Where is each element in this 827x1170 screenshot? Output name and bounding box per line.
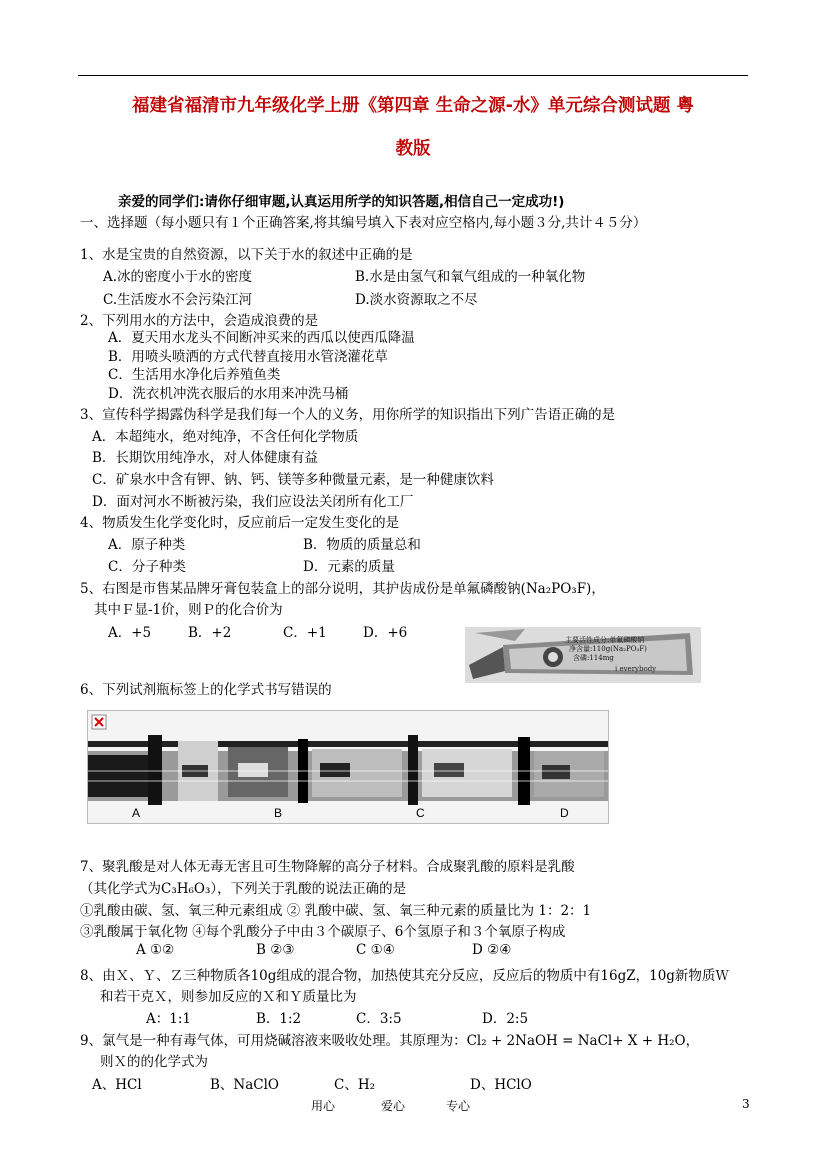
q5-option-b: B．+2 — [188, 625, 232, 641]
q2-option-c: C．生活用水净化后养殖鱼类 — [108, 367, 281, 383]
q3-option-c: C．矿泉水中含有钾、钠、钙、镁等多种微量元素，是一种健康饮料 — [92, 472, 494, 488]
q7-statement-2: ③乳酸属于氧化物 ④每个乳酸分子中由３个碳原子、6个氢原子和３个氧原子构成 — [80, 924, 566, 940]
q3-option-a: A．本超纯水，绝对纯净，不含任何化学物质 — [92, 429, 359, 445]
q4-option-c: C．分子种类 — [108, 559, 186, 575]
q1-stem: 1、水是宝贵的自然资源，以下关于水的叙述中正确的是 — [80, 247, 413, 263]
q5-stem-2: 其中Ｆ显-1价，则Ｐ的化合价为 — [94, 602, 283, 618]
q8-option-d: D．2:5 — [482, 1011, 529, 1027]
q2-stem: 2、下列用水的方法中，会造成浪费的是 — [80, 313, 319, 329]
q3-option-d: D．面对河水不断被污染，我们应设法关闭所有化工厂 — [92, 494, 414, 510]
q2-option-b: B．用喷头喷洒的方式代替直接用水管浇灌花草 — [108, 349, 388, 365]
q7-stem-2: （其化学式为C₃H₆O₃），下列关于乳酸的说法正确的是 — [80, 881, 407, 897]
q2-option-a: A．夏天用水龙头不间断冲买来的西瓜以使西瓜降温 — [108, 330, 415, 346]
q8-option-b: B．1:2 — [256, 1011, 302, 1027]
q5-option-a: A．+5 — [108, 625, 152, 641]
bottle-label-d: D — [560, 806, 569, 820]
q5-option-d: D．+6 — [363, 625, 408, 641]
doc-title-line1: 福建省福清市九年级化学上册《第四章 生命之源-水》单元综合测试题 粤 — [132, 96, 694, 116]
toothpaste-brand: i everybody — [615, 665, 657, 673]
q3-stem: 3、宣传科学揭露伪科学是我们每一个人的义务，用你所学的知识指出下列广告语正确的是 — [80, 407, 616, 423]
q7-option-d: D ②④ — [472, 942, 512, 958]
q7-option-a: A ①② — [136, 942, 175, 958]
toothpaste-text-3: 含磷:114mg — [573, 654, 614, 662]
footer-text-2: 爱心 — [381, 1099, 406, 1113]
q8-stem-2: 和若干克Ｘ，则参加反应的Ｘ和Ｙ质量比为 — [100, 989, 357, 1005]
q6-stem: 6、下列试剂瓶标签上的化学式书写错误的 — [80, 682, 332, 698]
q9-option-a: A、HCl — [92, 1077, 142, 1093]
q1-option-a: A.冰的密度小于水的密度 — [103, 269, 253, 285]
footer-text-1: 用心 — [311, 1099, 336, 1113]
q4-option-a: A．原子种类 — [108, 537, 186, 553]
header-rule — [78, 75, 748, 76]
q9-option-c: C、H₂ — [334, 1077, 376, 1093]
q1-option-d: D.淡水资源取之不尽 — [355, 292, 478, 308]
q1-option-b: B.水是由氢气和氧气组成的一种氧化物 — [355, 269, 586, 285]
q4-stem: 4、物质发生化学变化时，反应前后一定发生变化的是 — [80, 515, 400, 531]
bottle-label-b: B — [274, 806, 283, 820]
q7-stem: 7、聚乳酸是对人体无毒无害且可生物降解的高分子材料。合成聚乳酸的原料是乳酸 — [80, 859, 575, 875]
q2-option-d: D．洗衣机冲洗衣服后的水用来冲洗马桶 — [108, 386, 349, 402]
toothpaste-text-1: 主要活性成分:单氟磷酸钠 — [565, 636, 645, 644]
q5-option-c: C．+1 — [283, 625, 327, 641]
q8-option-c: C．3:5 — [356, 1011, 402, 1027]
q9-option-d: D、HClO — [470, 1077, 532, 1093]
toothpaste-text-2: 净含量:110g(Na₂PO₃F) — [569, 645, 647, 653]
q3-option-b: B．长期饮用纯净水，对人体健康有益 — [92, 450, 318, 466]
q5-stem: 5、右图是市售某品牌牙膏包装盒上的部分说明，其护齿成份是单氟磷酸钠(Na₂PO₃F)， — [80, 581, 605, 597]
doc-title-line2: 教版 — [395, 139, 431, 159]
bottle-label-a: A — [132, 806, 141, 820]
q7-statement-1: ①乳酸由碳、氢、氧三种元素组成 ② 乳酸中碳、氢、氧三种元素的质量比为 1：2：1 — [80, 903, 592, 919]
footer-text-3: 专心 — [446, 1099, 471, 1113]
q8-option-a: A：1:1 — [146, 1011, 191, 1027]
q1-option-c: C.生活废水不会污染江河 — [103, 292, 253, 308]
toothpaste-image — [465, 627, 701, 683]
page-number: 3 — [742, 1097, 750, 1111]
q4-option-d: D．元素的质量 — [303, 559, 395, 575]
bottle-label-c: C — [416, 806, 425, 820]
q9-stem: 9、氯气是一种有毒气体，可用烧碱溶液来吸收处理。其原理为：Cl₂ + 2NaOH = NaCl+ X + H₂O， — [80, 1033, 700, 1049]
q4-option-b: B．物质的质量总和 — [303, 537, 421, 553]
q7-option-b: B ②③ — [256, 942, 295, 958]
q9-stem-2: 则Ｘ的的化学式为 — [100, 1054, 208, 1070]
section-heading: 一、选择题（每小题只有１个正确答案,将其编号填入下表对应空格内,每小题３分,共计４５分） — [80, 215, 647, 231]
q8-stem: 8、由Ｘ、Ｙ、Ｚ三种物质各10g组成的混合物，加热使其充分反应，反应后的物质中有16gZ，10g新物质Ｗ — [80, 968, 729, 984]
greeting: 亲爱的同学们:请你仔细审题,认真运用所学的知识答题,相信自己一定成功!) — [118, 194, 565, 210]
q7-option-c: C ①④ — [356, 942, 395, 958]
reagent-bottles-image — [87, 710, 609, 824]
q9-option-b: B、NaClO — [210, 1077, 279, 1093]
